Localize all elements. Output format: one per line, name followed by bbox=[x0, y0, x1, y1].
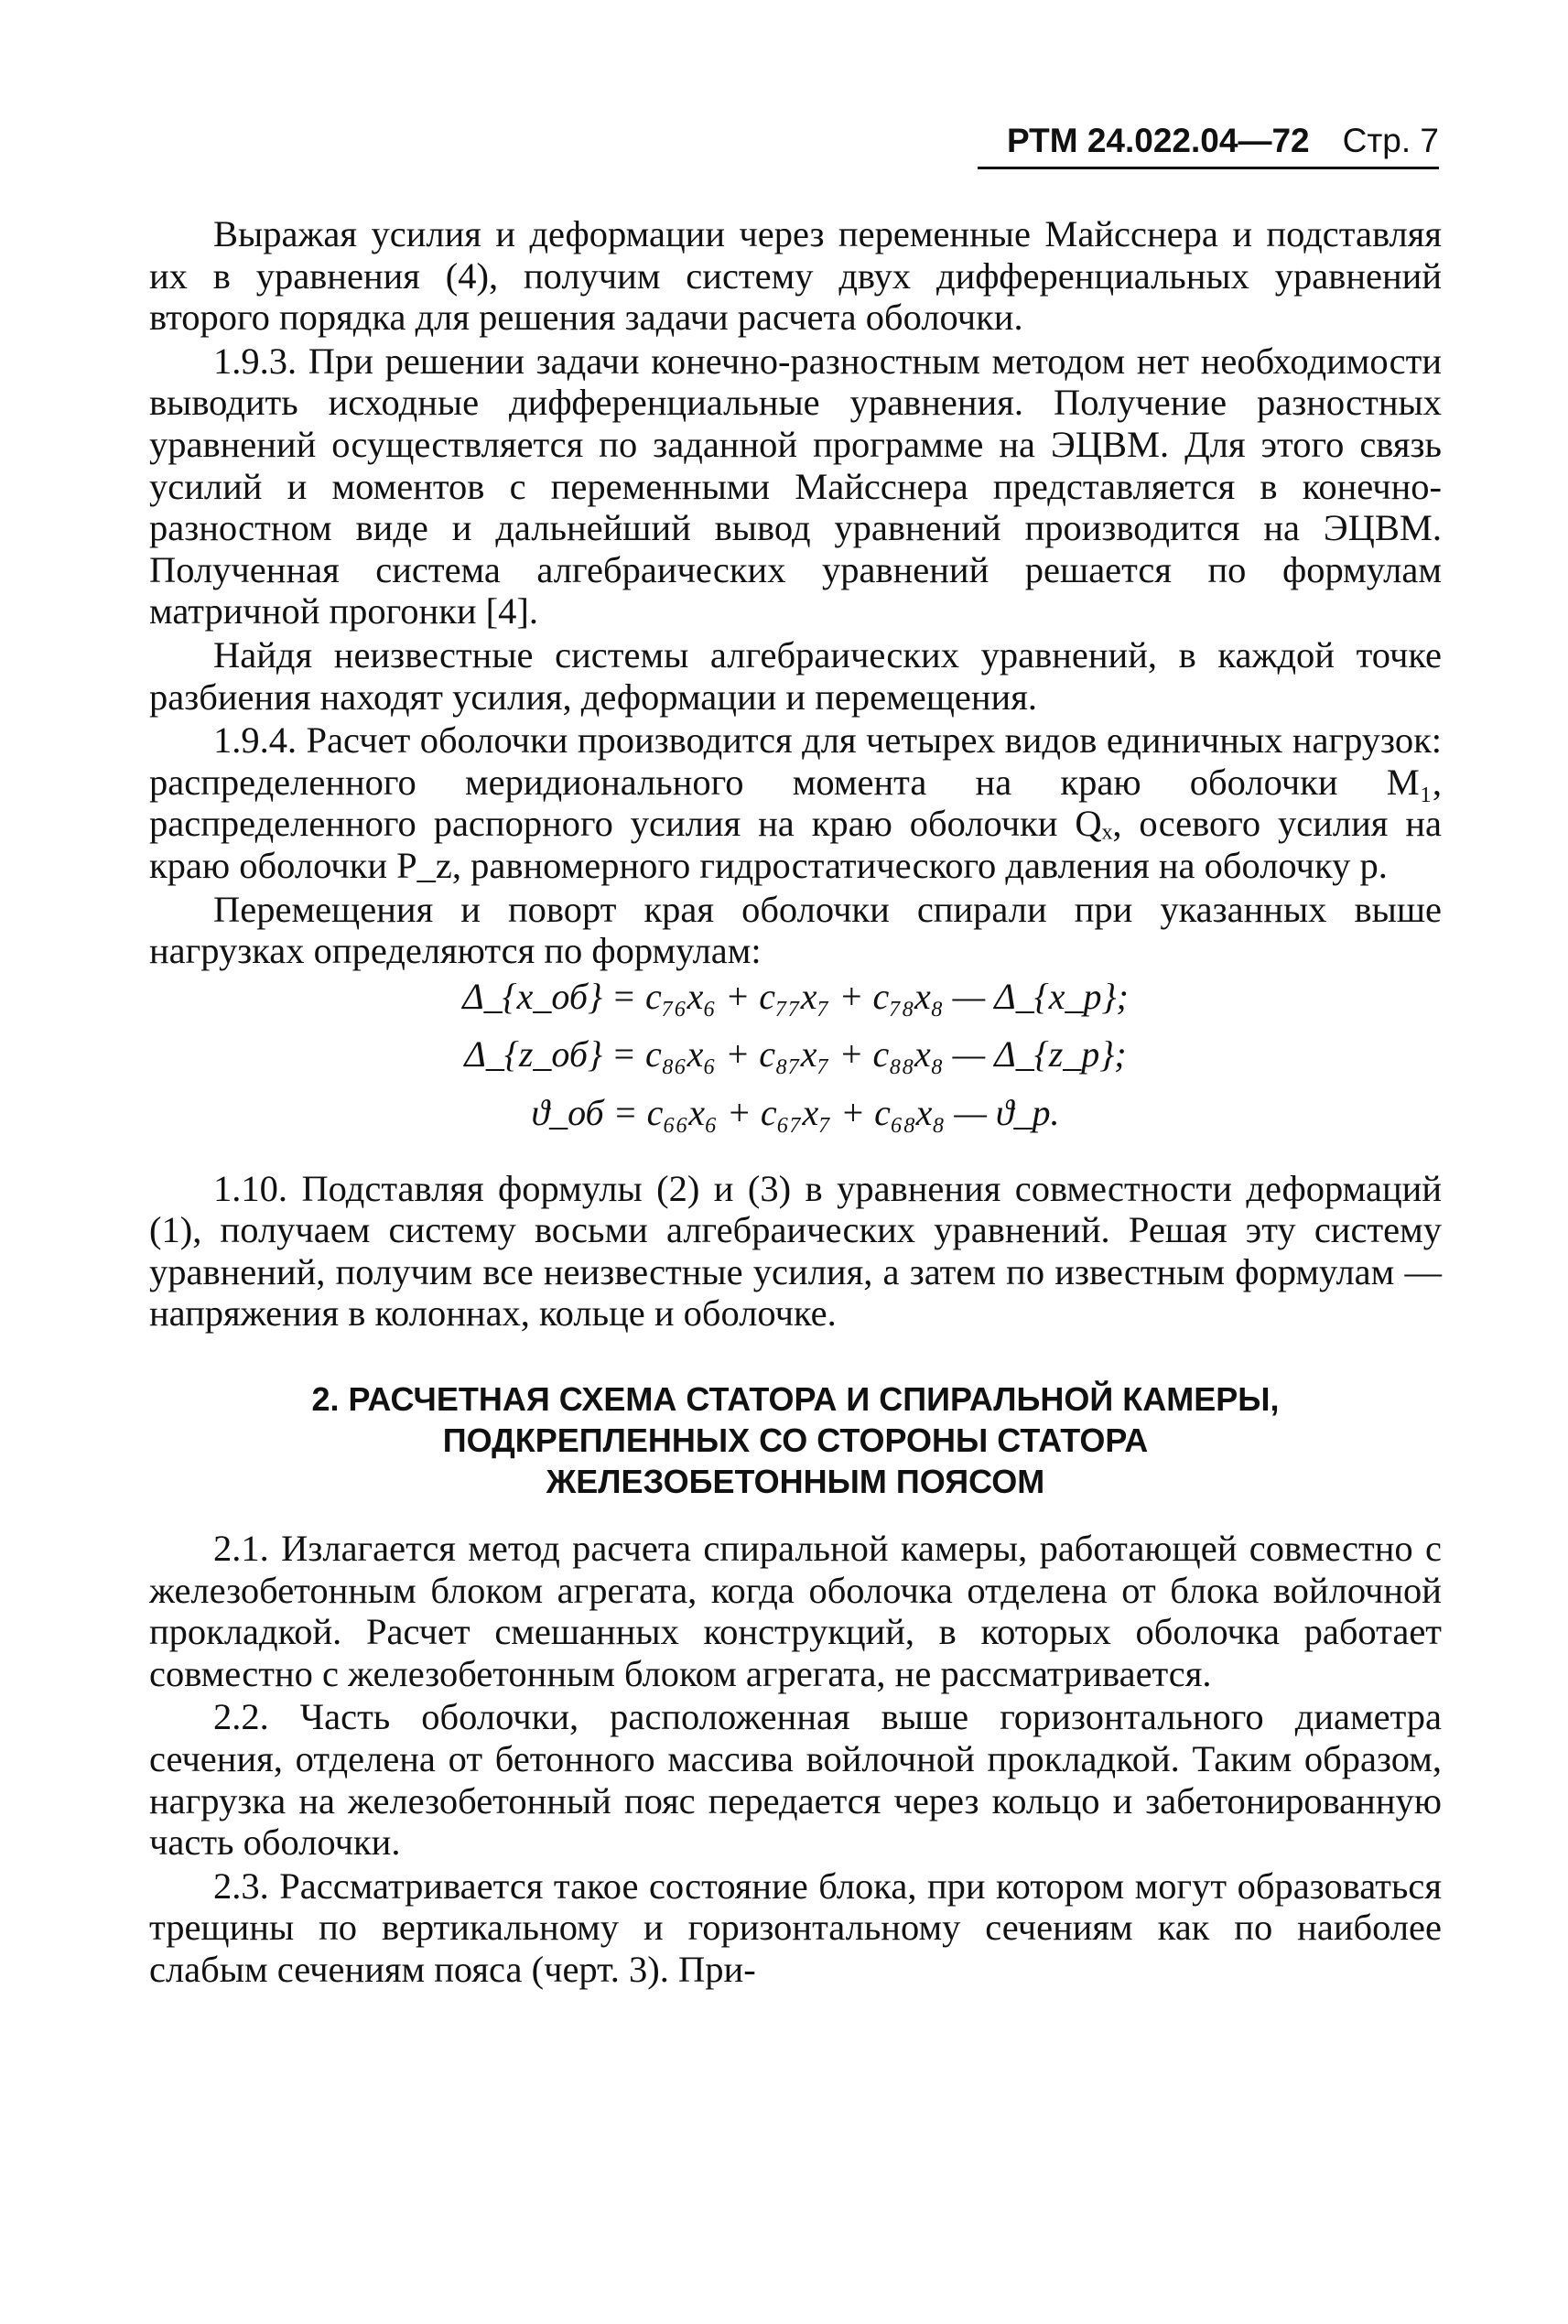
formula-block bbox=[149, 976, 1442, 1150]
section-title-line: 2. РАСЧЕТНАЯ СХЕМА СТАТОРА И СПИРАЛЬНОЙ КАМЕРЫ, bbox=[311, 1380, 1280, 1419]
formula-delta-z: Δ_{z_об} = c₈₆x₆ + c₈₇x₇ + c₈₈x₈ — Δ_{z_p}; bbox=[464, 1032, 1127, 1075]
page-number: Стр. 7 bbox=[1342, 122, 1439, 159]
paragraph-2-2: 2.2. Часть оболочки, расположенная выше горизонтального диаметра сечения, отделена от бетонного массива войлочной прокладкой. Таким образом, нагрузка на железобетонный пояс передается через кольцо и забетонированную часть оболочки. bbox=[149, 1696, 1442, 1864]
paragraph-2-1: 2.1. Излагается метод расчета спиральной камеры, работающей совместно с железобетонным блоком агрегата, когда оболочка отделена от блока войлочной прокладкой. Расчет смешанных конструкций, в которых оболочка работает совместно с железобетонным блоком агрегата, не рассматривается. bbox=[149, 1528, 1442, 1694]
paragraph-1-9-3: 1.9.3. При решении задачи конечно-разностным методом нет необходимости выводить исходные дифференциальные уравнения. Получение разностных уравнений осуществляется по заданной программе на ЭЦВМ. Для этого связь усилий и моментов с переменными Майсснера представляется в конечно-разностном виде и дальнейший вывод уравнений производится на ЭЦВМ. Полученная система алгебраических уравнений решается по формулам матричной прогонки [4]. bbox=[149, 340, 1442, 632]
paragraph-2-3: 2.3. Рассматривается такое состояние блока, при котором могут образоваться трещины по вертикальному и горизонтальному сечениям как по наиболее слабым сечениям пояса (черт. 3). При- bbox=[149, 1865, 1442, 1990]
paragraph: Выражая усилия и деформации через переменные Майсснера и подставляя их в уравнения (4), получим систему двух дифференциальных уравнений второго порядка для решения задачи расчета оболочки. bbox=[149, 213, 1442, 339]
paragraph: Найдя неизвестные системы алгебраических уравнений, в каждой точке разбиения находят усилия, деформации и перемещения. bbox=[149, 633, 1442, 718]
section-title-line: ЖЕЛЕЗОБЕТОННЫМ ПОЯСОМ bbox=[546, 1463, 1045, 1501]
paragraph: Перемещения и поворт края оболочки спирали при указанных выше нагрузках определяются по формулам: bbox=[149, 888, 1442, 972]
page-header bbox=[978, 115, 1439, 169]
section-title bbox=[149, 1378, 1442, 1502]
section-title-line: ПОДКРЕПЛЕННЫХ СО СТОРОНЫ СТАТОРА bbox=[442, 1421, 1149, 1460]
formula-delta-x: Δ_{x_об} = c₇₆x₆ + c₇₇x₇ + c₇₈x₈ — Δ_{x_p}; bbox=[462, 975, 1129, 1017]
formula-theta: ϑ_об = c₆₆x₆ + c₆₇x₇ + c₆₈x₈ — ϑ_p. bbox=[531, 1091, 1060, 1133]
page-body bbox=[149, 213, 1442, 1993]
paragraph-1-9-4: 1.9.4. Расчет оболочки производится для четырех видов единичных нагрузок: распределенного меридионального момента на краю оболочки M₁, распределенного распорного усилия на краю оболочки Qₓ, осевого усилия на краю оболочки P_z, равномерного гидростатического давления на оболочку p. bbox=[149, 719, 1442, 886]
paragraph-1-10: 1.10. Подставляя формулы (2) и (3) в уравнения совместности деформаций (1), получаем систему восьми алгебраических уравнений. Решая эту систему уравнений, получим все неизвестные усилия, а затем по известным формулам — напряжения в колоннах, кольце и оболочке. bbox=[149, 1167, 1442, 1335]
document-code: РТМ 24.022.04—72 bbox=[1006, 122, 1310, 159]
